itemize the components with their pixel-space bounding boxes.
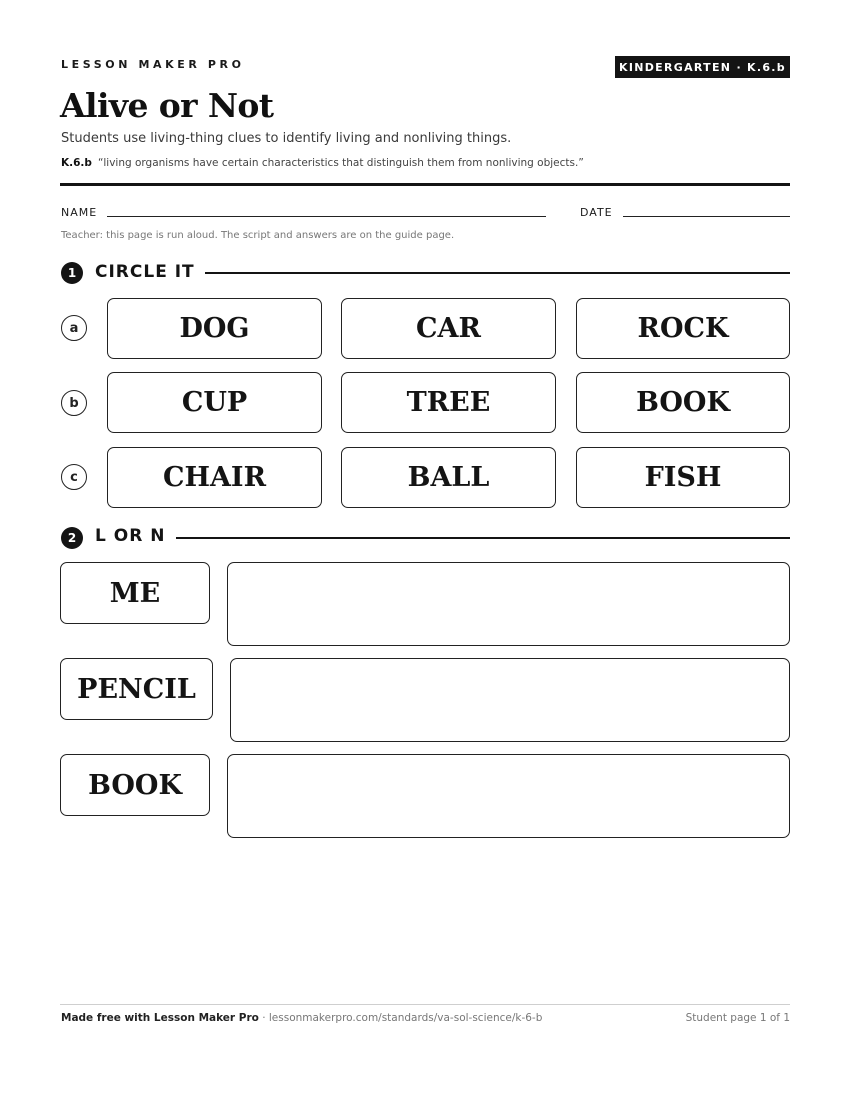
date-field[interactable] — [623, 216, 790, 217]
footer-url[interactable]: · lessonmakerpro.com/standards/va-sol-science/k-6-b — [258, 1012, 543, 1024]
section-1-divider — [205, 272, 790, 274]
item-word-pencil: PENCIL — [60, 658, 213, 720]
word-choice-car[interactable]: CAR — [341, 298, 556, 359]
section-2-number: 2 — [61, 527, 83, 549]
name-field[interactable] — [107, 216, 546, 217]
answer-box-book[interactable] — [227, 754, 790, 838]
section-2-divider — [176, 537, 790, 539]
section-1-number: 1 — [61, 262, 83, 284]
footer-made-by: Made free with Lesson Maker Pro — [61, 1012, 259, 1024]
section-2-title: L OR N — [95, 526, 166, 546]
word-choice-book[interactable]: BOOK — [576, 372, 790, 433]
word-choice-cup[interactable]: CUP — [107, 372, 322, 433]
teacher-note: Teacher: this page is run aloud. The script and answers are on the guide page. — [61, 230, 455, 241]
row-c-letter: c — [61, 464, 87, 490]
row-a-letter: a — [61, 315, 87, 341]
footer-credit — [61, 1012, 542, 1024]
standard-line — [61, 157, 584, 169]
word-choice-tree[interactable]: TREE — [341, 372, 556, 433]
word-choice-fish[interactable]: FISH — [576, 447, 790, 508]
page-subtitle: Students use living-thing clues to identify living and nonliving things. — [61, 131, 512, 146]
word-choice-chair[interactable]: CHAIR — [107, 447, 322, 508]
header-divider — [60, 183, 790, 186]
page-title: Alive or Not — [60, 86, 274, 125]
word-choice-ball[interactable]: BALL — [341, 447, 556, 508]
footer-page-number: Student page 1 of 1 — [685, 1012, 790, 1024]
footer-divider — [60, 1004, 790, 1005]
name-label: NAME — [61, 206, 98, 219]
item-word-me: ME — [60, 562, 210, 624]
brand-name: LESSON MAKER PRO — [61, 58, 245, 71]
date-label: DATE — [580, 206, 613, 219]
standard-code: K.6.b — [61, 157, 92, 169]
answer-box-me[interactable] — [227, 562, 790, 646]
row-b-letter: b — [61, 390, 87, 416]
word-choice-rock[interactable]: ROCK — [576, 298, 790, 359]
grade-standard-badge: KINDERGARTEN · K.6.b — [615, 56, 790, 78]
answer-box-pencil[interactable] — [230, 658, 790, 742]
item-word-book: BOOK — [60, 754, 210, 816]
standard-text: “living organisms have certain characteristics that distinguish them from nonliving objects.” — [97, 157, 584, 169]
section-1-title: CIRCLE IT — [95, 262, 195, 282]
word-choice-dog[interactable]: DOG — [107, 298, 322, 359]
